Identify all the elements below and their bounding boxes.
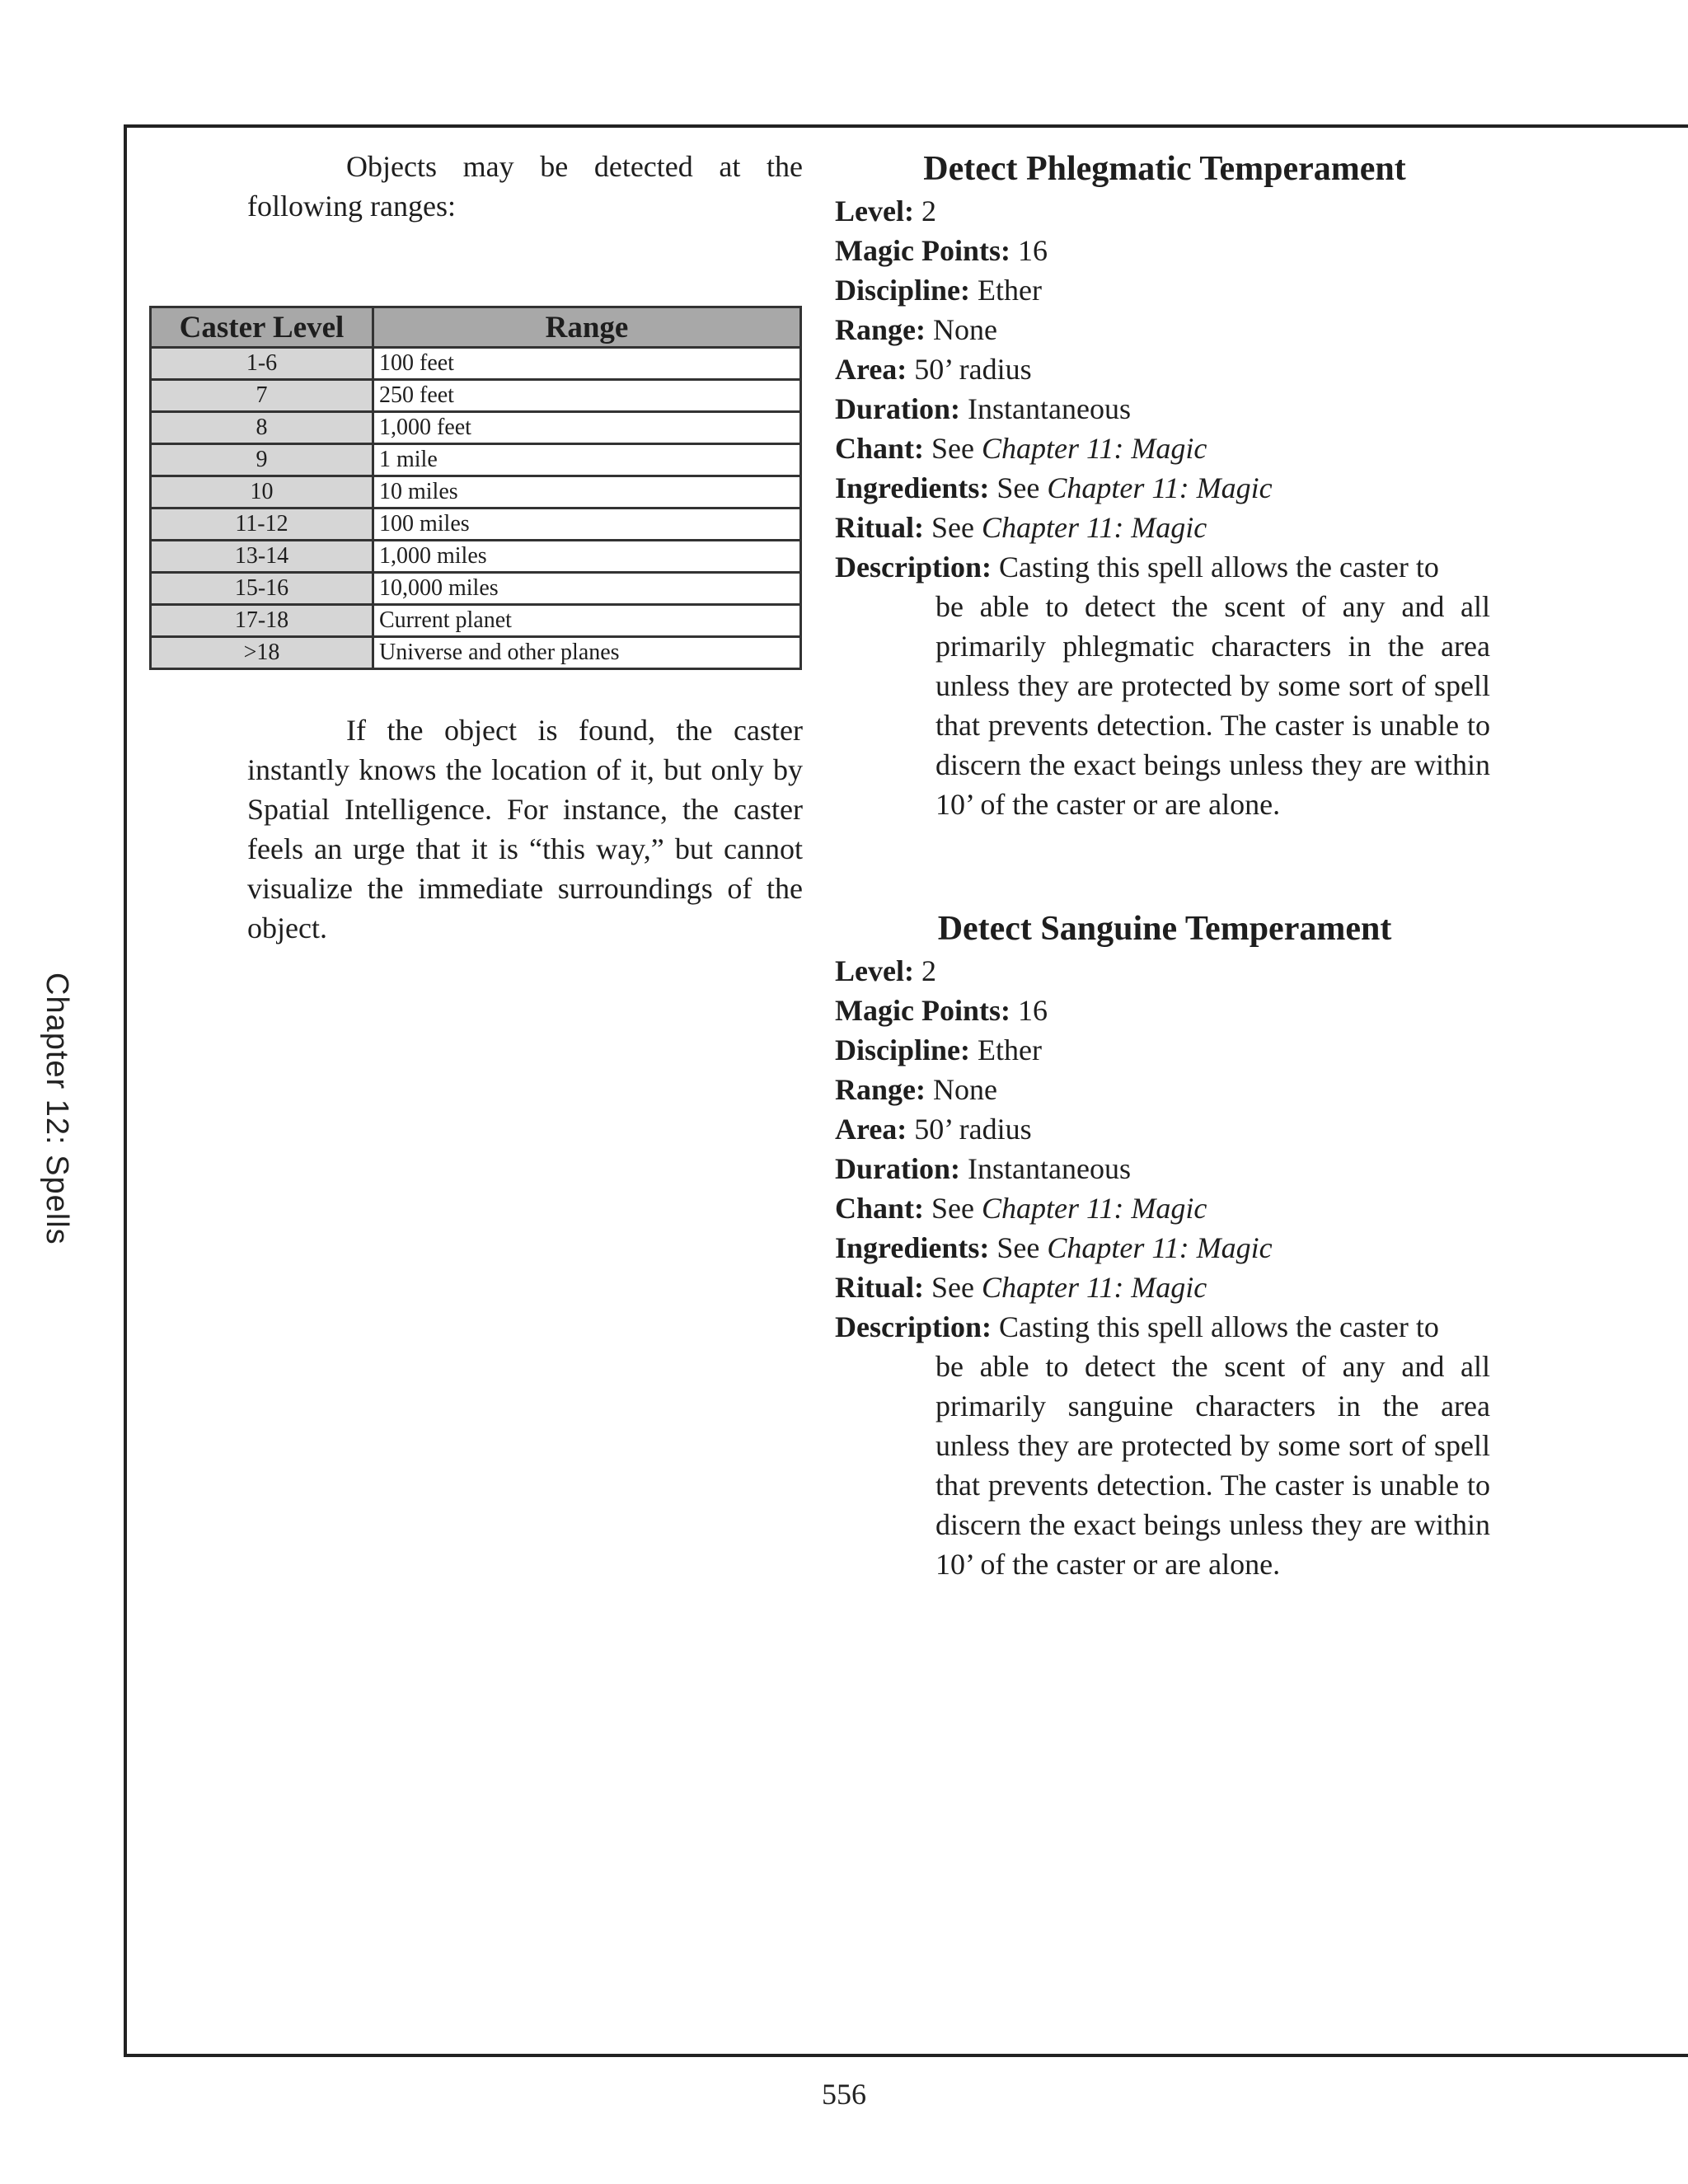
see-text: See: [996, 471, 1040, 504]
stat-label: Level:: [835, 954, 914, 987]
stat-label: Level:: [835, 194, 914, 227]
stat-label: Chant:: [835, 1192, 925, 1225]
spell-phlegmatic: [835, 147, 1494, 824]
spell-title: Detect Sanguine Temperament: [937, 910, 1392, 948]
stat-label: Range:: [835, 1073, 926, 1106]
level-cell: 7: [151, 380, 373, 412]
see-text: See: [931, 511, 974, 544]
level-cell: 10: [151, 476, 373, 509]
stat-label: Discipline:: [835, 1033, 971, 1066]
found-section: [247, 710, 803, 948]
table-row: [151, 476, 801, 509]
stat-level: [835, 191, 1494, 231]
stat-value: None: [933, 313, 997, 346]
stat-value: 2: [921, 194, 936, 227]
stat-range: [835, 1070, 1494, 1109]
table-row: [151, 573, 801, 605]
level-cell: 15-16: [151, 573, 373, 605]
spell-description: [835, 1307, 1490, 1584]
level-cell: 9: [151, 444, 373, 476]
stat-label: Duration:: [835, 1152, 960, 1185]
table-row: [151, 509, 801, 541]
chapter-side-label: Chapter 12: Spells: [40, 972, 74, 1245]
table-row: [151, 348, 801, 380]
description-body: be able to detect the scent of any and all primarily sanguine characters in the area unless they are protected by some sort of spell that prevents detection. The caster is unable to discern the exact beings unless they are within 10’ of the caster or are alone.: [935, 1350, 1490, 1581]
stat-label: Ritual:: [835, 1271, 924, 1304]
stat-ritual: [835, 508, 1494, 547]
range-cell: 1,000 feet: [373, 412, 801, 444]
stat-ingredients: [835, 1228, 1494, 1268]
see-text: See: [931, 1271, 974, 1304]
stat-label: Ingredients:: [835, 1231, 990, 1264]
stat-area: [835, 1109, 1494, 1149]
stat-chant: [835, 429, 1494, 468]
stat-magic-points: [835, 991, 1494, 1030]
range-cell: 100 miles: [373, 509, 801, 541]
found-paragraph: If the object is found, the caster instantly knows the location of it, but only by Spatial Intelligence. For instance, the caster feels an urge that it is “this way,” but cannot visualize the immediate surroundings of the object.: [247, 714, 803, 944]
range-cell: 100 feet: [373, 348, 801, 380]
table-header-row: [151, 307, 801, 348]
range-cell: Universe and other planes: [373, 637, 801, 669]
description-body: be able to detect the scent of any and all primarily phlegmatic characters in the area unless they are protected by some sort of spell that prevents detection. The caster is unable to discern the exact beings unless they are within 10’ of the caster or are alone.: [935, 590, 1490, 821]
stat-discipline: [835, 1030, 1494, 1070]
stat-label: Magic Points:: [835, 234, 1010, 267]
stat-label: Description:: [835, 551, 992, 583]
level-cell: 8: [151, 412, 373, 444]
stat-label: Ritual:: [835, 511, 924, 544]
stat-label: Chant:: [835, 432, 925, 465]
table-row: [151, 380, 801, 412]
stat-duration: [835, 389, 1494, 429]
stat-label: Duration:: [835, 392, 960, 425]
spell-sanguine: [835, 907, 1494, 1584]
spell-title: Detect Phlegmatic Temperament: [923, 150, 1406, 188]
stat-value: 2: [921, 954, 936, 987]
left-column: [247, 147, 803, 226]
chapter-reference: Chapter 11: Magic: [982, 1192, 1207, 1225]
chapter-reference: Chapter 11: Magic: [1047, 471, 1273, 504]
range-table: [149, 306, 802, 670]
stat-label: Description:: [835, 1310, 992, 1343]
stat-label: Range:: [835, 313, 926, 346]
description-first-line: Casting this spell allows the caster to: [998, 551, 1439, 583]
stat-area: [835, 349, 1494, 389]
level-cell: 1-6: [151, 348, 373, 380]
table-row: [151, 412, 801, 444]
see-text: See: [931, 1192, 975, 1225]
stat-value: Ether: [978, 1033, 1042, 1066]
stat-magic-points: [835, 231, 1494, 270]
stat-duration: [835, 1149, 1494, 1188]
table-row: [151, 444, 801, 476]
level-cell: 11-12: [151, 509, 373, 541]
header-caster-level: Caster Level: [151, 307, 373, 348]
table-row: [151, 541, 801, 573]
header-range: Range: [373, 307, 801, 348]
level-cell: >18: [151, 637, 373, 669]
chapter-reference: Chapter 11: Magic: [981, 511, 1207, 544]
stat-label: Magic Points:: [835, 994, 1010, 1027]
stat-ingredients: [835, 468, 1494, 508]
level-cell: 17-18: [151, 605, 373, 637]
stat-discipline: [835, 270, 1494, 310]
see-text: See: [931, 432, 975, 465]
range-cell: 250 feet: [373, 380, 801, 412]
stat-value: Ether: [978, 274, 1042, 307]
spell-description: [835, 547, 1490, 824]
chapter-reference: Chapter 11: Magic: [982, 432, 1207, 465]
range-cell: Current planet: [373, 605, 801, 637]
stat-value: 16: [1017, 994, 1048, 1027]
range-cell: 10 miles: [373, 476, 801, 509]
range-cell: 10,000 miles: [373, 573, 801, 605]
level-cell: 13-14: [151, 541, 373, 573]
stat-value: 50’ radius: [914, 353, 1032, 386]
stat-value: None: [933, 1073, 997, 1106]
see-text: See: [996, 1231, 1040, 1264]
stat-value: 50’ radius: [914, 1113, 1032, 1146]
range-cell: 1,000 miles: [373, 541, 801, 573]
stat-label: Area:: [835, 1113, 907, 1146]
range-cell: 1 mile: [373, 444, 801, 476]
chapter-reference: Chapter 11: Magic: [1047, 1231, 1273, 1264]
stat-value: Instantaneous: [968, 1152, 1131, 1185]
stat-label: Discipline:: [835, 274, 971, 307]
stat-chant: [835, 1188, 1494, 1228]
stat-value: Instantaneous: [968, 392, 1131, 425]
chapter-reference: Chapter 11: Magic: [981, 1271, 1207, 1304]
stat-label: Ingredients:: [835, 471, 990, 504]
page-number: 556: [822, 2078, 866, 2111]
stat-range: [835, 310, 1494, 349]
stat-ritual: [835, 1268, 1494, 1307]
table-row: [151, 605, 801, 637]
stat-value: 16: [1017, 234, 1048, 267]
stat-level: [835, 951, 1494, 991]
stat-label: Area:: [835, 353, 907, 386]
description-first-line: Casting this spell allows the caster to: [998, 1310, 1439, 1343]
intro-paragraph: Objects may be detected at the following ranges:: [247, 150, 803, 223]
table-row: [151, 637, 801, 669]
